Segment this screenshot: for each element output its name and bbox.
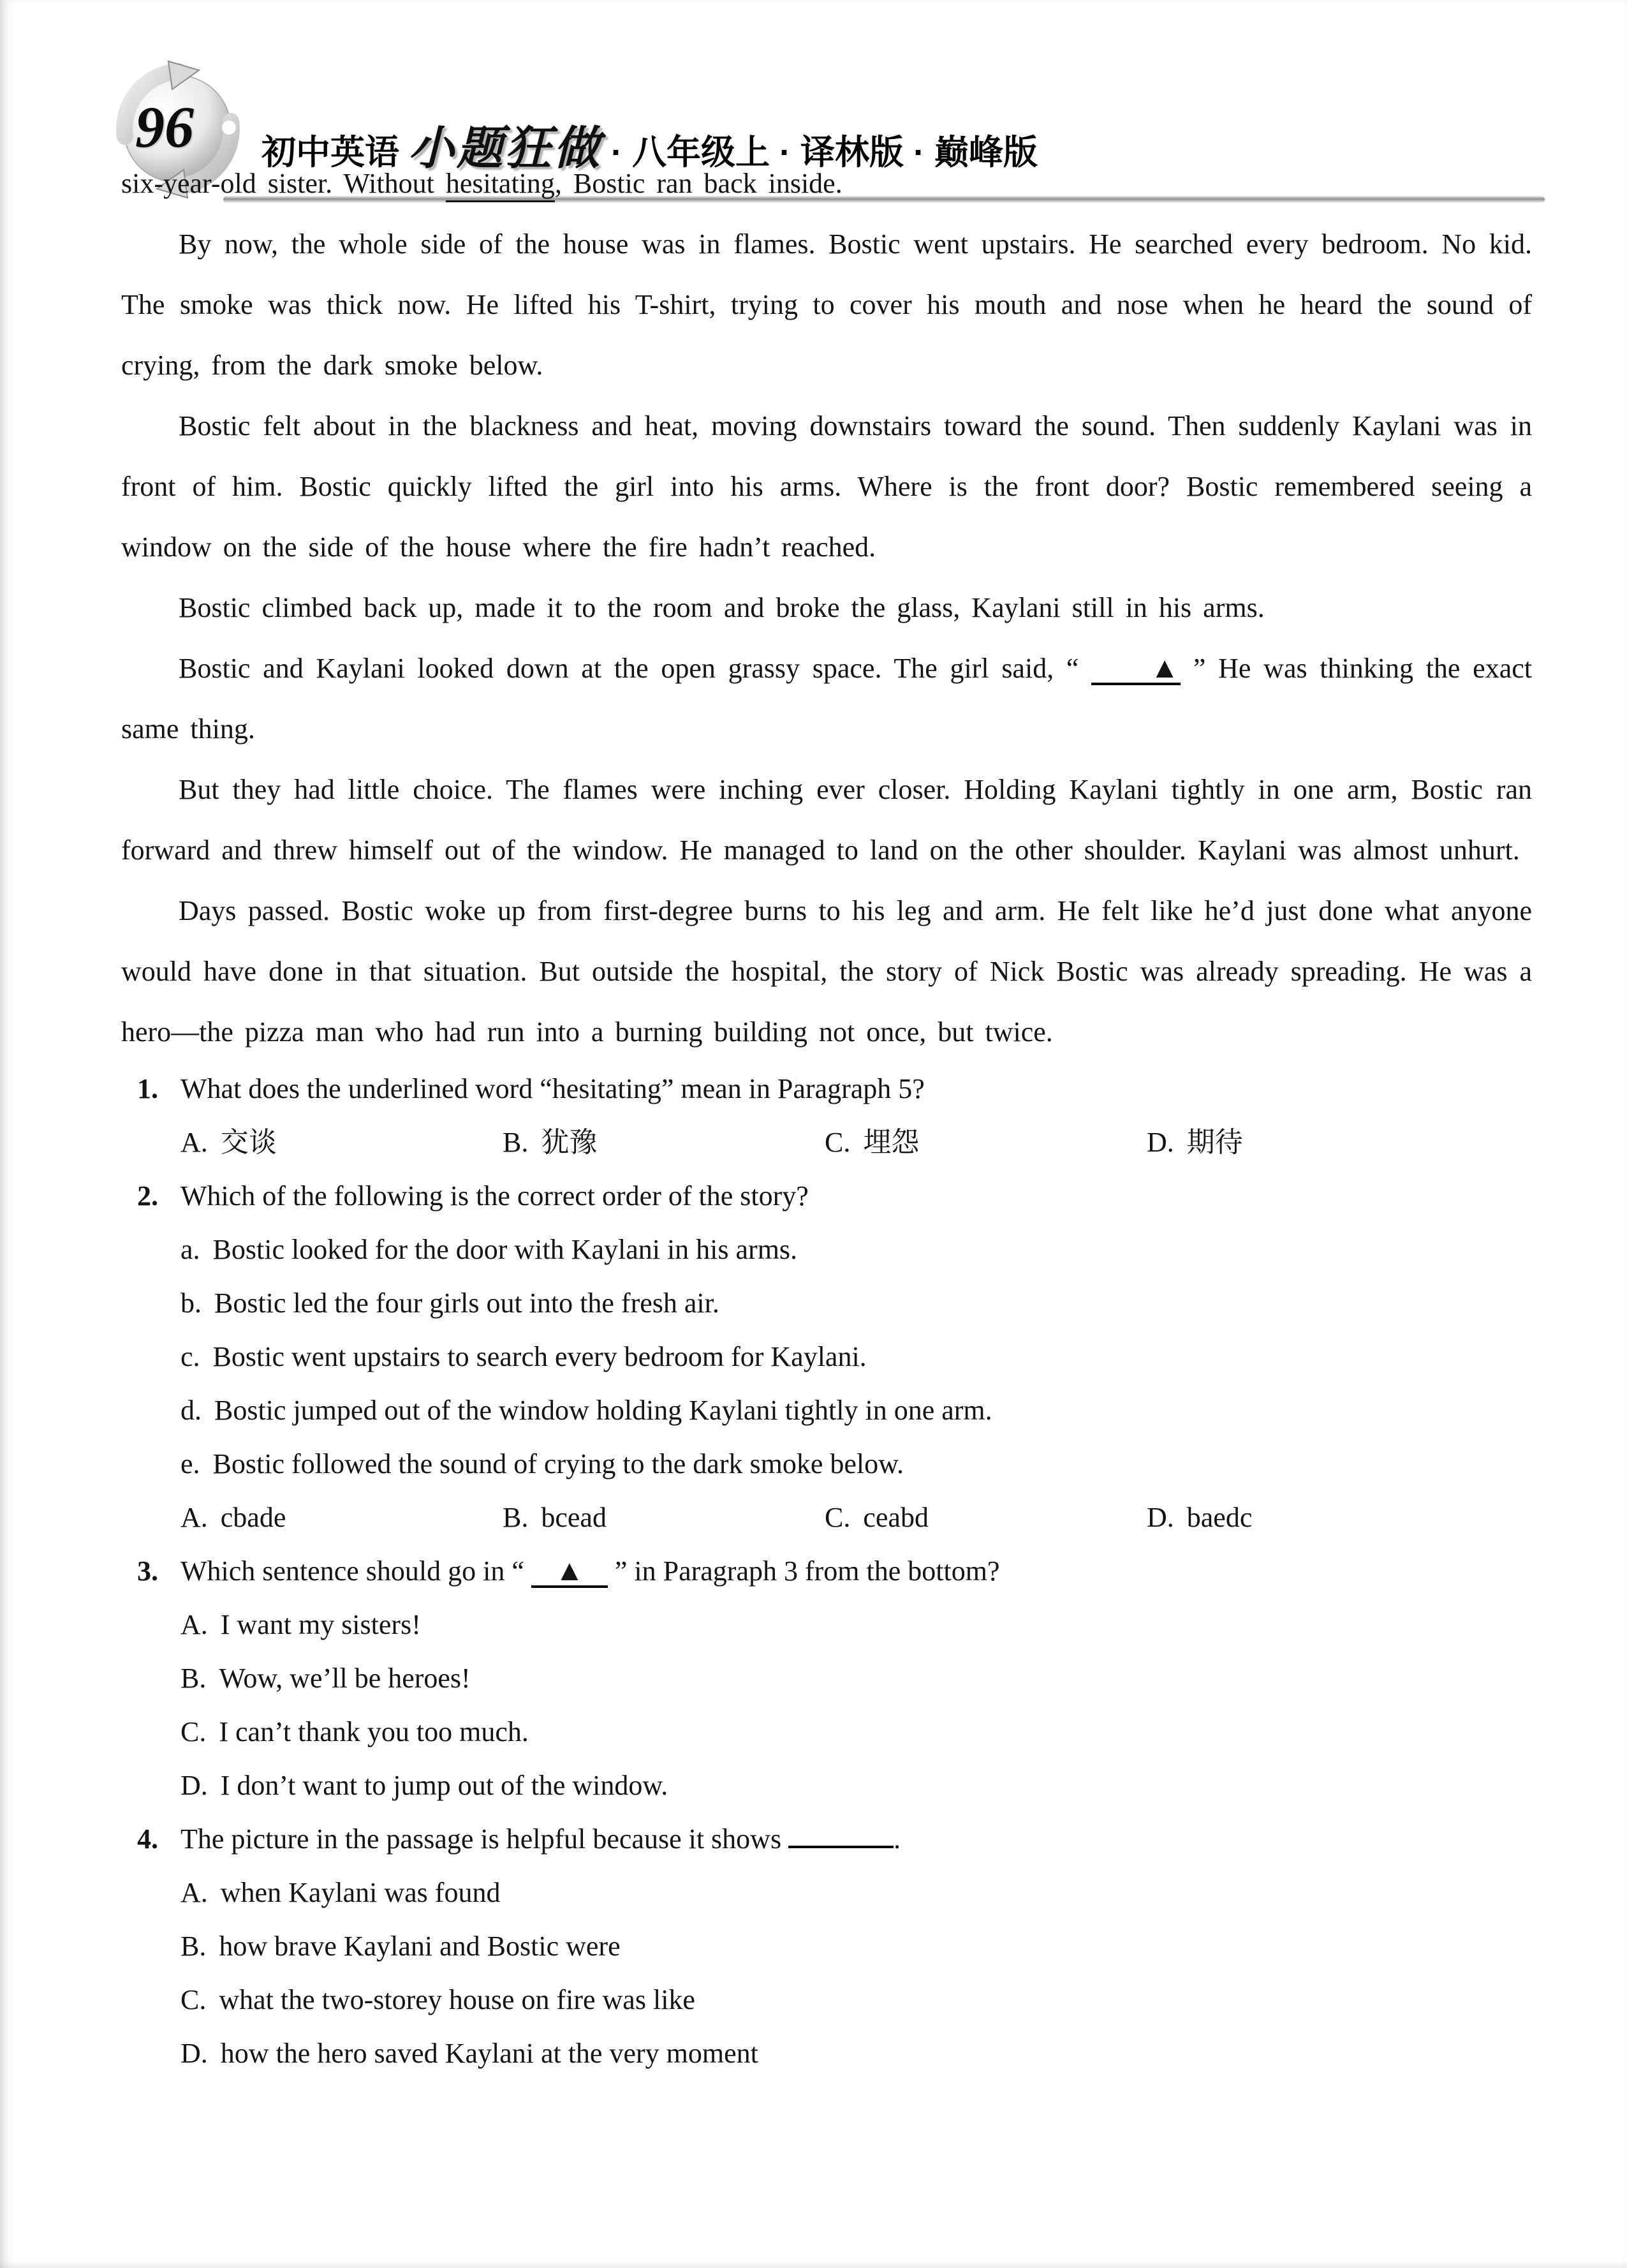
question-4: [121, 1812, 1532, 1866]
question-number: 1.: [137, 1073, 158, 1104]
passage-paragraph: By now, the whole side of the house was in flames. Bostic went upstairs. He searched every bedroom. No kid. The smoke was thick now. He lifted his T-shirt, trying to cover his mouth and nose when he heard the sound of crying, from the dark smoke below.: [121, 228, 1532, 381]
sequence-item-a: [180, 1223, 1532, 1277]
option-c: [825, 1491, 1147, 1545]
fill-in-blank-triangle: ▲: [1091, 653, 1181, 685]
sequence-item-e: [180, 1437, 1532, 1491]
question-number: 4.: [137, 1823, 158, 1855]
option-text: Wow, we’ll be heroes!: [219, 1663, 471, 1694]
option-c: [825, 1116, 1147, 1169]
question-text: [180, 1812, 1532, 1866]
sequence-item-c: [180, 1330, 1532, 1384]
option-text: how the hero saved Kaylani at the very moment: [220, 2038, 758, 2069]
option-b: [503, 1116, 825, 1169]
option-label: D.: [1147, 1127, 1174, 1158]
passage-paragraph: But they had little choice. The flames were inching ever closer. Holding Kaylani tightly in one arm, Bostic ran forward and threw himself out of the window. He managed to land on the other shoulder. Kaylani was almost unhurt.: [121, 774, 1532, 866]
option-text: what the two-storey house on fire was like: [219, 1984, 695, 2015]
item-label: d.: [180, 1395, 202, 1426]
option-label: D.: [180, 1770, 208, 1801]
item-label: c.: [180, 1341, 200, 1372]
reading-passage: [121, 153, 1532, 1062]
option-label: C.: [825, 1502, 851, 1533]
item-label: a.: [180, 1234, 200, 1265]
option-d: [1147, 1491, 1469, 1545]
question-text: [180, 1545, 1532, 1598]
option-c: [180, 1705, 1532, 1759]
option-text: 期待: [1186, 1127, 1243, 1158]
option-text: I want my sisters!: [220, 1609, 421, 1640]
option-a: [180, 1491, 503, 1545]
book-subject: 初中英语: [261, 133, 399, 172]
book-edition: · 八年级上 · 译林版 · 巅峰版: [611, 133, 1038, 172]
item-text: Bostic jumped out of the window holding Kaylani tightly in one arm.: [214, 1395, 992, 1426]
item-text: Bostic looked for the door with Kaylani in his arms.: [212, 1234, 798, 1265]
question-text: What does the underlined word “hesitating” mean in Paragraph 5?: [180, 1073, 925, 1104]
question-number: 3.: [137, 1555, 158, 1587]
page-content: [121, 153, 1532, 2080]
passage-paragraph: Days passed. Bostic woke up from first-degree burns to his leg and arm. He felt like he’d just done what anyone would have done in that situation. But outside the hospital, the story of Nick Bostic was already spreading. He was a hero—the pizza man who had run into a burning building not once, but twice.: [121, 895, 1532, 1048]
option-text: how brave Kaylani and Bostic were: [219, 1931, 621, 1962]
option-label: C.: [180, 1984, 207, 2015]
item-label: b.: [180, 1287, 202, 1319]
option-c: [180, 1973, 1532, 2027]
option-text: I can’t thank you too much.: [219, 1716, 529, 1747]
option-label: D.: [180, 2038, 208, 2069]
option-text: cbade: [220, 1502, 286, 1533]
question-text-post: ” in Paragraph 3 from the bottom?: [607, 1555, 1000, 1587]
question-2: [121, 1169, 1532, 1223]
option-label: B.: [503, 1127, 529, 1158]
option-label: A.: [180, 1877, 208, 1908]
sequence-item-b: [180, 1277, 1532, 1330]
item-text: Bostic followed the sound of crying to the dark smoke below.: [212, 1448, 904, 1479]
option-text: I don’t want to jump out of the window.: [220, 1770, 668, 1801]
option-label: D.: [1147, 1502, 1174, 1533]
option-text: ceabd: [863, 1502, 929, 1533]
question-text-post: .: [894, 1823, 901, 1855]
question-number: 2.: [137, 1180, 158, 1212]
option-b: [180, 1652, 1532, 1705]
question-1: [121, 1062, 1532, 1116]
question-section: [121, 1062, 1532, 2080]
option-b: [180, 1920, 1532, 1973]
option-b: [503, 1491, 825, 1545]
sequence-item-d: [180, 1384, 1532, 1437]
underlined-word: hesitating: [445, 168, 555, 199]
question-text-pre: The picture in the passage is helpful because it shows: [180, 1823, 789, 1855]
option-label: B.: [503, 1502, 529, 1533]
option-text: 埋怨: [863, 1127, 920, 1158]
option-d: [180, 1759, 1532, 1812]
passage-paragraph: [121, 153, 1532, 214]
option-text: when Kaylani was found: [220, 1877, 501, 1908]
option-label: A.: [180, 1502, 208, 1533]
option-d: [1147, 1116, 1469, 1169]
option-d: [180, 2027, 1532, 2080]
option-text: 犹豫: [541, 1127, 598, 1158]
option-label: B.: [180, 1663, 207, 1694]
option-label: A.: [180, 1127, 208, 1158]
item-text: Bostic led the four girls out into the fresh air.: [214, 1287, 719, 1319]
passage-paragraph: Bostic felt about in the blackness and heat, moving downstairs toward the sound. Then suddenly Kaylani was in front of him. Bostic quickly lifted the girl into his arms. Where is the front door? Bostic remembered seeing a window on the side of the house where the fire hadn’t reached.: [121, 410, 1532, 563]
item-label: e.: [180, 1448, 200, 1479]
page-number: 96: [135, 94, 194, 159]
question-2-options: [180, 1491, 1532, 1545]
option-label: C.: [180, 1716, 207, 1747]
option-a: [180, 1598, 1532, 1652]
passage-text: , Bostic ran back inside.: [554, 168, 843, 199]
fill-in-blank-line: [788, 1846, 894, 1848]
passage-text: six-year-old sister. Without: [121, 168, 446, 199]
option-text: bcead: [541, 1502, 607, 1533]
series-logo: 小题狂做: [408, 123, 603, 174]
option-a: [180, 1116, 503, 1169]
passage-paragraph: [121, 638, 1532, 759]
option-text: 交谈: [220, 1127, 277, 1158]
passage-text: Bostic and Kaylani looked down at the open grassy space. The girl said, “: [179, 653, 1092, 684]
option-text: baedc: [1186, 1502, 1253, 1533]
question-1-options: [180, 1116, 1532, 1169]
fill-in-blank-triangle: ▲: [531, 1556, 608, 1588]
option-label: B.: [180, 1931, 207, 1962]
passage-paragraph: Bostic climbed back up, made it to the room and broke the glass, Kaylani still in his arms.: [179, 592, 1265, 623]
option-label: C.: [825, 1127, 851, 1158]
question-text: Which of the following is the correct order of the story?: [180, 1180, 809, 1212]
option-label: A.: [180, 1609, 208, 1640]
item-text: Bostic went upstairs to search every bedroom for Kaylani.: [212, 1341, 867, 1372]
question-3: [121, 1545, 1532, 1598]
passage-text: ” He was thinking the exact same thing.: [121, 653, 1532, 745]
option-a: [180, 1866, 1532, 1920]
question-text-pre: Which sentence should go in “: [180, 1555, 531, 1587]
